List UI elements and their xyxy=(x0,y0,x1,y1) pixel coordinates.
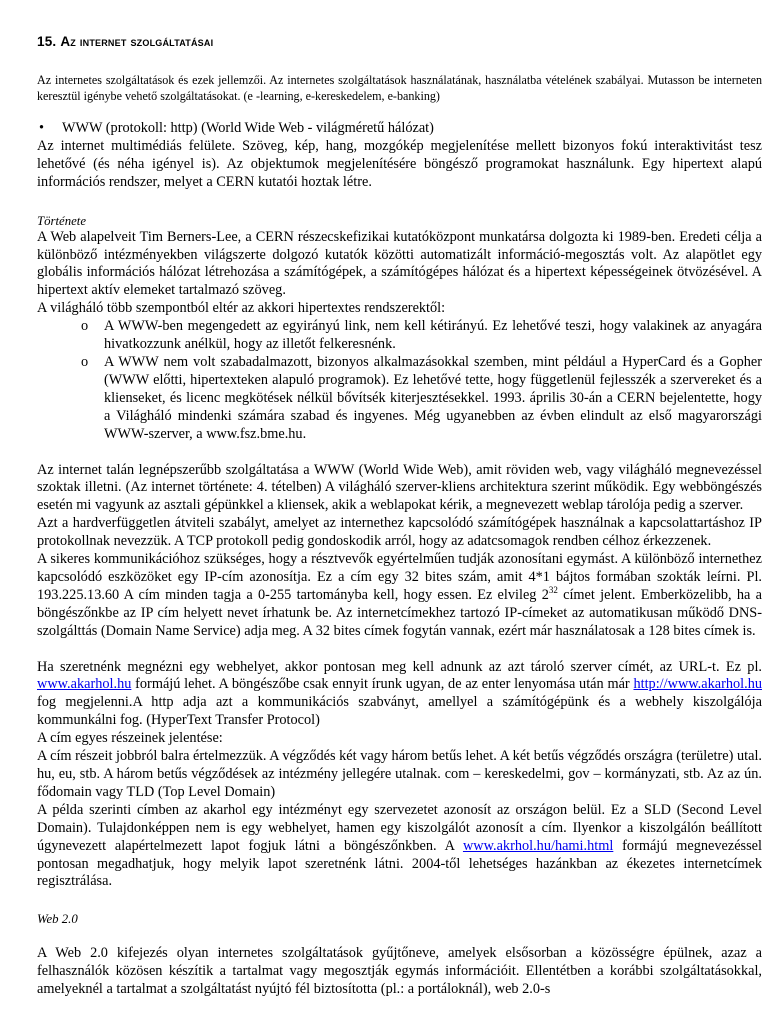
list-marker: o xyxy=(81,353,89,370)
list-marker: o xyxy=(81,318,89,335)
url-paragraph-4 xyxy=(37,802,762,892)
title-text: Az internet szolgáltatásai xyxy=(60,34,214,49)
ip-text-a: A sikeres kommunikációhoz szükséges, hogy a résztvevők egyértelműen tudják azonosítani egymást. A különböző internethez kapcsolódó eszközöket egy IP-cím azonosítja. Ez a cím egy 32 bites szám, amit 4*1 bájtos formában szokták leírni. Pl. 193.225.13.60 A cím minden tagja a 0-255 tartományba kell, hogy essen. Ez elvileg 2 xyxy=(37,551,762,603)
url-paragraph-2: A cím egyes részeinek jelentése: xyxy=(37,730,223,747)
sld-text-b: formájú megnevezéssel pontosan megadhatjuk, hogy melyik lapot szeretnénk látni. 2004-től lehetséges hazánkban az ékezetes internetcímek regisztrálása. xyxy=(37,837,762,890)
list-item-text: A WWW nem volt szabadalmazott, bizonyos alkalmazásokkal szemben, mint például a HyperCard és a Gopher (WWW előtti, hipertexteken alapuló programok). Ez lehetővé tette, hogy függetlenül fejlesszék a szervereket és a klienseket, és licenc megkötések nélkül bővítsék kiterjesztésekkel. 1993. április 30-án a CERN bejelentette, hogy a Világháló mindenki számára szabad és ingyenes. Még ugyanebben az évben elindult az első magyarországi WWW-szerver, a www.fsz.bme.hu. xyxy=(104,353,762,442)
web-paragraph-2: Azt a hardverfüggetlen átviteli szabályt, amelyet az internethez kapcsolódó számítógépek használnak a kapcsolattartáshoz IP protokollnak nevezzük. A TCP protokoll pedig gondoskodik arról, hogy az adatcsomagok rendben célhoz érkezzenek. xyxy=(37,515,762,550)
ip-text-b: címet jelent. Emberközelibb, ha a böngészőnkbe az IP cím helyett nevet írhatunk be. Az internetcímekhez tartozó IP-címeket az automatikusan működő DNS-szolgálttás (Domain Name Service) adja meg. A 32 bites címek fogytán vannak, ezért már használatosak a 128 bites címek is. xyxy=(37,586,762,639)
title-number: 15. xyxy=(37,34,57,49)
url-paragraph-3: A cím részeit jobbról balra értelmezzük. A végződés két vagy három betűs lehet. A két betűs végződés országra (területre) utal. hu, eu, stb. A három betűs végződések az intézmény jellegére utalnak. com – kereskedelmi, gov – kormányzati, stb. Az az ún. fődomain vagy TLD (Top Level Domain) xyxy=(37,748,762,800)
document-page xyxy=(37,30,762,999)
exponent: 32 xyxy=(548,585,558,596)
spacer xyxy=(37,641,762,659)
www-description: Az internet multimédiás felülete. Szöveg, kép, hang, mozgókép megjelenítése mellett bizonyos fokú interaktivitást tesz lehetővé (és néha igényel is). Az objektumok megjelenítésére böngésző programokat használunk. Egy hipertext alapú információs rendszer, melyet a CERN kutatói hoztak létre. xyxy=(37,137,762,190)
history-paragraph-2: A világháló több szempontból eltér az akkori hipertextes rendszerektől: xyxy=(37,300,446,317)
url-text-b: formájú lehet. A böngészőbe csak ennyit írunk ugyan, de az enter lenyomása után már xyxy=(131,676,634,693)
akarhol-link[interactable]: www.akarhol.hu xyxy=(37,676,132,693)
spacer xyxy=(37,444,762,462)
sld-text-a: A példa szerinti címben az akarhol egy intézményt egy szervezetet azonosít az országon belül. Ez a SLD (Second Level Domain). Tulajdonképpen nem is egy webhelyet, hamen egy kiszolgálót azonosít a cím. Ilyenkor a kiszolgálón beállított úgynevezett alapértelmezett lapot fogjuk látni a böngészőnkben. A xyxy=(37,801,762,854)
hami-link[interactable]: www.akrhol.hu/hami.html xyxy=(462,837,614,854)
history-heading: Története xyxy=(37,213,87,228)
page-title xyxy=(37,34,762,49)
url-text-a: Ha szeretnénk megnézni egy webhelyet, akkor pontosan meg kell adnunk az azt tároló szerver címét, az URL-t. Ez pl. xyxy=(37,658,762,675)
akarhol-http-link[interactable]: http://www.akarhol.hu xyxy=(633,676,762,693)
www-bullet-heading: WWW (protokoll: http) (World Wide Web - világméretű hálózat) xyxy=(62,120,434,136)
spacer xyxy=(37,927,762,945)
history-list xyxy=(37,318,762,443)
list-item-text: A WWW-ben megengedett az egyirányú link, nem kell kétirányú. Ez lehetővé teszi, hogy valakinek az anyagára hivatkozzunk anélkül, hogy az illetőt felkeresnénk. xyxy=(104,318,762,353)
intro-paragraph: Az internetes szolgáltatások és ezek jellemzői. Az internetes szolgáltatások használatának, használatba vételének szabályai. Mutasson be interneten keresztül igénybe vehető szolgáltatásokat. (e -learning, e-kereskedelem, e-banking) xyxy=(37,73,762,103)
url-text-c: fog megjelenni.A http adja azt a kommunikációs szabványt, amellyel a számítógépünk és a webhely kiszolgálója kommunkálni fog. (HyperText Transfer Protocol) xyxy=(37,694,762,729)
list-item xyxy=(37,354,762,444)
web-paragraph-3 xyxy=(37,551,762,641)
www-bullet xyxy=(37,120,762,138)
url-paragraph-1 xyxy=(37,659,762,731)
web-paragraph-1: Az internet talán legnépszerűbb szolgáltatása a WWW (World Wide Web), amit röviden web, vagy világháló megnevezéssel szoktak illetni. (Az internet története: 4. tételben) A világháló szerver-kliens architektura szerint működik. Egy webböngészés esetén mi vagyunk az asztali gépünkkel a kliensek, akik a weblapokat kérik, a megnevezett weblap tárolója pedig a szerver. xyxy=(37,461,762,514)
web20-heading: Web 2.0 xyxy=(37,912,78,927)
list-item xyxy=(37,318,762,354)
web20-paragraph: A Web 2.0 kifejezés olyan internetes szolgáltatások gyűjtőneve, amelyek elsősorban a közösségre épülnek, azaz a felhasználók közösen készítik a tartalmat vagy megosztják egymás információit. Ellentétben a korábbi szolgáltatásokkal, amelyeknél a tartalmat a szolgáltatást nyújtó fél biztosította (pl.: a portáloknál), web 2.0-s xyxy=(37,945,762,998)
bullet-marker: • xyxy=(39,120,45,136)
history-paragraph-1: A Web alapelveit Tim Berners-Lee, a CERN részecskefizikai kutatóközpont munkatársa dolgozta ki 1989-ben. Eredeti célja a különböző intézményekben világszerte dolgozó kutatók közötti automatizált információ-megosztás volt. Az alapötlet egy globális információs hálózat létrehozása a számítógépek, a számítógépes hálózat és a hipertext képességeinek ötvözésével. A hipertext aktív elemeket tartalmazó szöveg. xyxy=(37,228,762,299)
